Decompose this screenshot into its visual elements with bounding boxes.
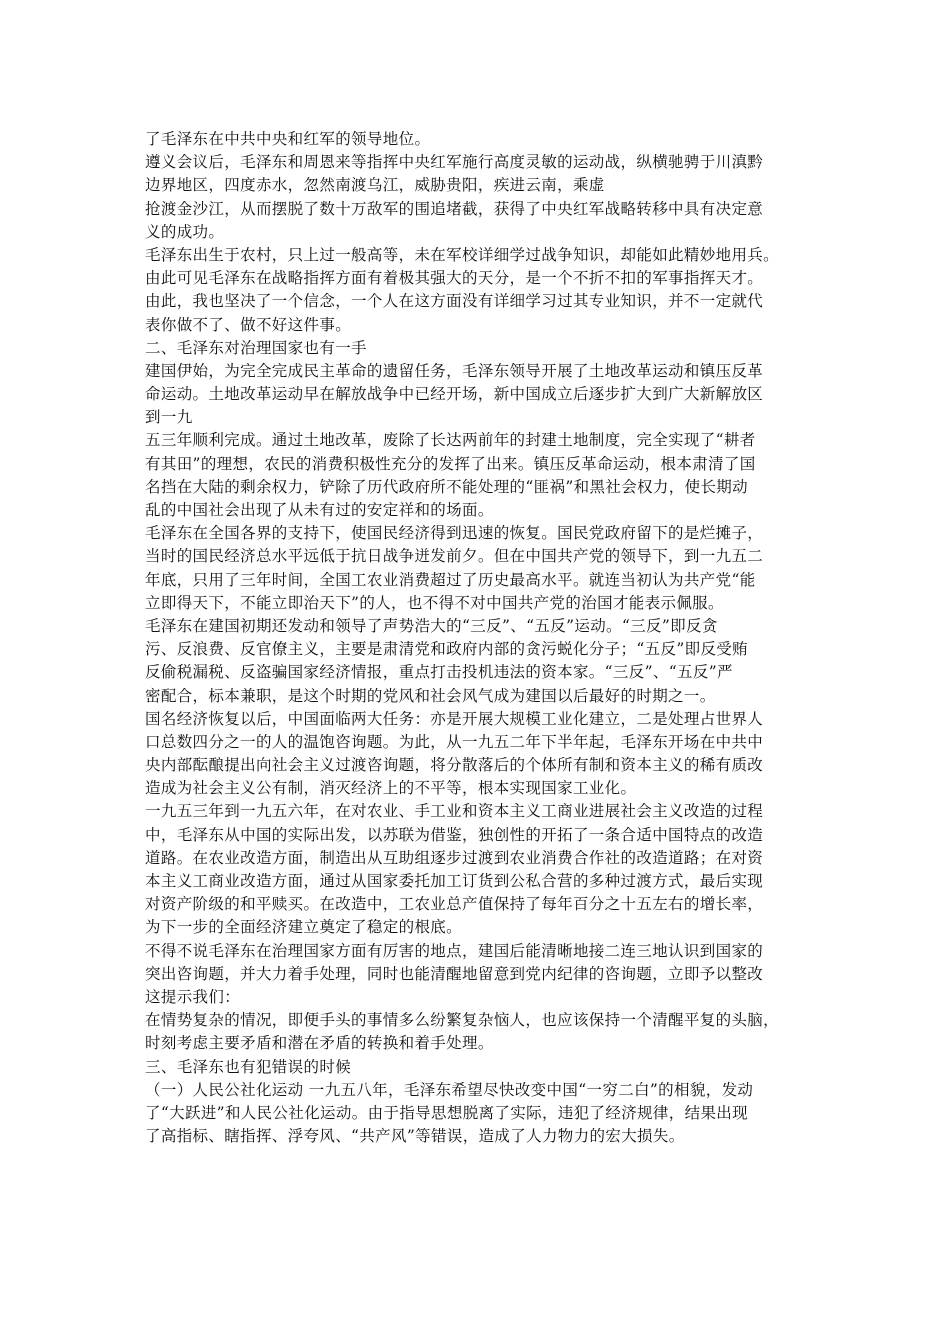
text-line: 本主义工商业改造方面，通过从国家委托加工订货到公私合营的多种过渡方式，最后实现 xyxy=(145,872,764,890)
text-line: 由此可见毛泽东在战略指挥方面有着极其强大的天分，是一个不折不扣的军事指挥天才。 xyxy=(145,269,764,288)
text-line: 了高指标、瞎指挥、浮夸风、“共产风”等错误，造成了人力物力的宏大损失。 xyxy=(145,1127,685,1146)
text-line: 国名经济恢复以后，中国面临两大任务：亦是开展大规模工业化建立，二是处理占世界人 xyxy=(145,709,764,728)
text-line: 了毛泽东在中共中央和红军的领导地位。 xyxy=(145,130,431,148)
text-line: 这提示我们： xyxy=(145,987,241,1006)
text-line: 了“大跃进”和人民公社化运动。由于指导思想脱离了实际，违犯了经济规律，结果出现 xyxy=(145,1103,749,1122)
text-line: 密配合，标本兼职，是这个时期的党风和社会风气成为建国以后最好的时期之一。 xyxy=(145,686,716,705)
text-line: 建国伊始，为完全完成民主革命的遗留任务，毛泽东领导开展了土地改革运动和镇压反革 xyxy=(145,361,764,380)
text-line: 口总数四分之一的人的温饱咨询题。为此，从一九五二年下半年起，毛泽东开场在中共中 xyxy=(145,732,764,751)
text-line: 时刻考虑主要矛盾和潜在矛盾的转换和着手处理。 xyxy=(145,1034,494,1053)
text-line: 年底，只用了三年时间，全国工农业消费超过了历史最高水平。就连当初认为共产党“能 xyxy=(145,570,756,589)
text-line: 名挡在大陆的剩余权力，铲除了历代政府所不能处理的“匪祸”和黑社会权力，使长期动 xyxy=(145,477,749,496)
text-line: 毛泽东在建国初期还发动和领导了声势浩大的“三反”、“五反”运动。“三反”即反贪 xyxy=(145,616,718,635)
text-line: 由此，我也坚决了一个信念，一个人在这方面没有详细学习过其专业知识，并不一定就代 xyxy=(145,292,764,311)
text-line: 五三年顺利完成。通过土地改革，废除了长达两前年的封建土地制度，完全实现了“耕者 xyxy=(145,431,756,450)
text-line: （一）人民公社化运动 一九五八年，毛泽东希望尽快改变中国“一穷二白”的相貌，发动 xyxy=(145,1080,754,1099)
text-line: 表你做不了、做不好这件事。 xyxy=(145,315,352,334)
text-line: 为下一步的全面经济建立奠定了稳定的根底。 xyxy=(145,918,463,937)
text-line: 立即得天下，不能立即治天下”的人，也不得不对中国共产党的治国才能表示佩服。 xyxy=(145,593,724,612)
text-line: 毛泽东出生于农村，只上过一般高等，未在军校详细学过战争知识，却能如此精妙地用兵。 xyxy=(145,245,780,264)
text-line: 突出咨询题，并大力着手处理，同时也能清醒地留意到党内纪律的咨询题，立即予以整改 xyxy=(145,964,764,983)
text-line: 边界地区，四度赤水，忽然南渡乌江，威胁贵阳，疾进云南，乘虚 xyxy=(145,176,605,195)
text-line: 命运动。土地改革运动早在解放战争中已经开场，新中国成立后逐步扩大到广大新解放区 xyxy=(145,385,764,404)
text-line: 对资产阶级的和平赎买。在改造中，工农业总产值保持了每年百分之十五左右的增长率， xyxy=(145,895,764,914)
text-line: 有其田”的理想，农民的消费积极性充分的发挥了出来。镇压反革命运动，根本肃清了国 xyxy=(145,454,756,473)
text-line: 污、反浪费、反官僚主义，主要是肃清党和政府内部的贪污蜕化分子；“五反”即反受贿 xyxy=(145,640,749,659)
text-line: 当时的国民经济总水平远低于抗日战争迸发前夕。但在中国共产党的领导下，到一九五二 xyxy=(145,547,764,566)
text-line: 到一九 xyxy=(145,408,193,427)
text-line: 三、毛泽东也有犯错误的时候 xyxy=(145,1057,352,1076)
text-line: 中，毛泽东从中国的实际出发，以苏联为借鉴，独创性的开拓了一条合适中国特点的改造 xyxy=(145,825,764,844)
document-body-text xyxy=(145,128,825,1148)
text-line: 在情势复杂的情况，即便手头的事情多么纷繁复杂恼人，也应该保持一个清醒平复的头脑， xyxy=(145,1011,780,1030)
text-line: 反偷税漏税、反盗骗国家经济情报，重点打击投机违法的资本家。“三反”、“五反”严 xyxy=(145,663,733,682)
text-line: 遵义会议后，毛泽东和周恩来等指挥中央红军施行高度灵敏的运动战，纵横驰骋于川滇黔 xyxy=(145,153,764,172)
text-line: 二、毛泽东对治理国家也有一手 xyxy=(145,338,367,357)
text-line: 道路。在农业改造方面，制造出从互助组逐步过渡到农业消费合作社的改造道路；在对资 xyxy=(145,848,764,867)
text-line: 造成为社会主义公有制，消灭经济上的不平等，根本实现国家工业化。 xyxy=(145,779,637,798)
text-line: 抢渡金沙江，从而摆脱了数十万敌军的围追堵截，获得了中央红军战略转移中具有决定意 xyxy=(145,199,764,218)
text-line: 一九五三年到一九五六年，在对农业、手工业和资本主义工商业进展社会主义改造的过程 xyxy=(145,802,764,821)
text-line: 义的成功。 xyxy=(145,222,225,241)
text-line: 不得不说毛泽东在治理国家方面有厉害的地点，建国后能清晰地接二连三地认识到国家的 xyxy=(145,941,764,960)
text-line: 毛泽东在全国各界的支持下，使国民经济得到迅速的恢复。国民党政府留下的是烂摊子， xyxy=(145,524,764,543)
text-line: 乱的中国社会出现了从未有过的安定祥和的场面。 xyxy=(145,501,494,519)
text-line: 央内部酝酿提出向社会主义过渡咨询题，将分散落后的个体所有制和资本主义的稀有质改 xyxy=(145,756,764,775)
